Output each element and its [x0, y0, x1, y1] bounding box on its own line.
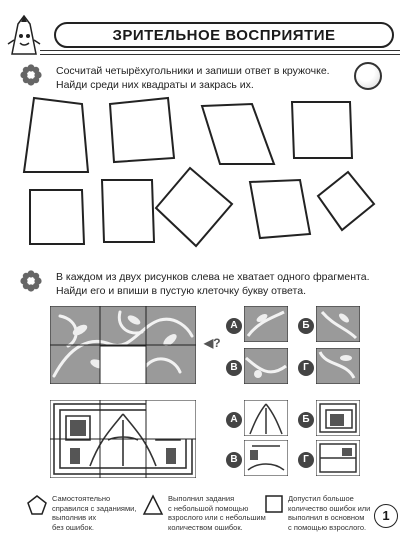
quad-rectangle: [102, 180, 154, 242]
option-g-tile[interactable]: [316, 348, 360, 384]
option-label-g: Г: [298, 360, 314, 376]
option-v-tile[interactable]: [244, 348, 288, 384]
quad-square-1: [292, 102, 352, 158]
task2-line1: В каждом из двух рисунков слева не хватает одного фрагмента.: [56, 271, 370, 283]
page-number: 1: [374, 504, 398, 528]
flower-bullet-icon: [20, 270, 42, 292]
option-label-v: В: [226, 360, 242, 376]
floral-pattern-puzzle: [50, 306, 196, 384]
header-title-box: [54, 22, 394, 48]
task1-line1: Сосчитай четырёхугольники и запиши ответ в кружочке.: [56, 65, 330, 77]
option-label-v-2: В: [226, 452, 242, 468]
quad-diamond-square: [156, 168, 232, 246]
flower-bullet-icon: [20, 64, 42, 86]
prompt-arrow: [204, 336, 221, 350]
footer-pentagon-text: Самостоятельно справился с заданиями, выполнив их без ошибок.: [52, 494, 137, 532]
option-a-tile-2[interactable]: [244, 400, 288, 436]
question-mark: ?: [213, 336, 221, 350]
option-a-tile[interactable]: [244, 306, 288, 342]
pencil-mascot-icon: [4, 14, 44, 56]
task2-instructions: [56, 270, 370, 298]
footer-triangle-text: Выполнил задания с небольшой помощью взрослого или с небольшим количеством ошибок.: [168, 494, 266, 532]
footer-square-text: Допустил большое количество ошибок или выполнил в основном с помощью взрослого.: [288, 494, 371, 532]
square-icon: [264, 494, 284, 514]
task2-line2: Найди его и впиши в пустую клеточку букву ответа.: [56, 285, 306, 297]
quad-parallelogram: [202, 104, 274, 164]
option-label-a-2: А: [226, 412, 242, 428]
triangle-icon: [142, 494, 164, 516]
task1-line2: Найди среди них квадраты и закрась их.: [56, 79, 254, 91]
quad-rhombus: [318, 172, 374, 230]
pentagon-icon: [26, 494, 48, 516]
header-divider: [40, 50, 400, 55]
answer-circle-input[interactable]: [354, 62, 382, 90]
missing-fragment-cell: [146, 400, 196, 439]
option-label-a: А: [226, 318, 242, 334]
option-label-g-2: Г: [298, 452, 314, 468]
quad-tilted-square: [110, 98, 174, 162]
option-b-tile[interactable]: [316, 306, 360, 342]
page-title: ЗРИТЕЛЬНОЕ ВОСПРИЯТИЕ: [112, 27, 336, 44]
left-arrow-icon: ◀: [204, 336, 214, 350]
quadrilaterals-figure: [20, 92, 390, 262]
option-v-tile-2[interactable]: [244, 440, 288, 476]
quad-trapezoid: [24, 98, 88, 172]
task1-instructions: [56, 64, 330, 92]
option-g-tile-2[interactable]: [316, 440, 360, 476]
quad-rotated-square: [250, 180, 310, 238]
missing-fragment-cell: [100, 346, 146, 384]
option-label-b: Б: [298, 318, 314, 334]
quad-square-2: [30, 190, 84, 244]
ornament-pattern-puzzle: [50, 400, 196, 478]
option-label-b-2: Б: [298, 412, 314, 428]
option-b-tile-2[interactable]: [316, 400, 360, 436]
